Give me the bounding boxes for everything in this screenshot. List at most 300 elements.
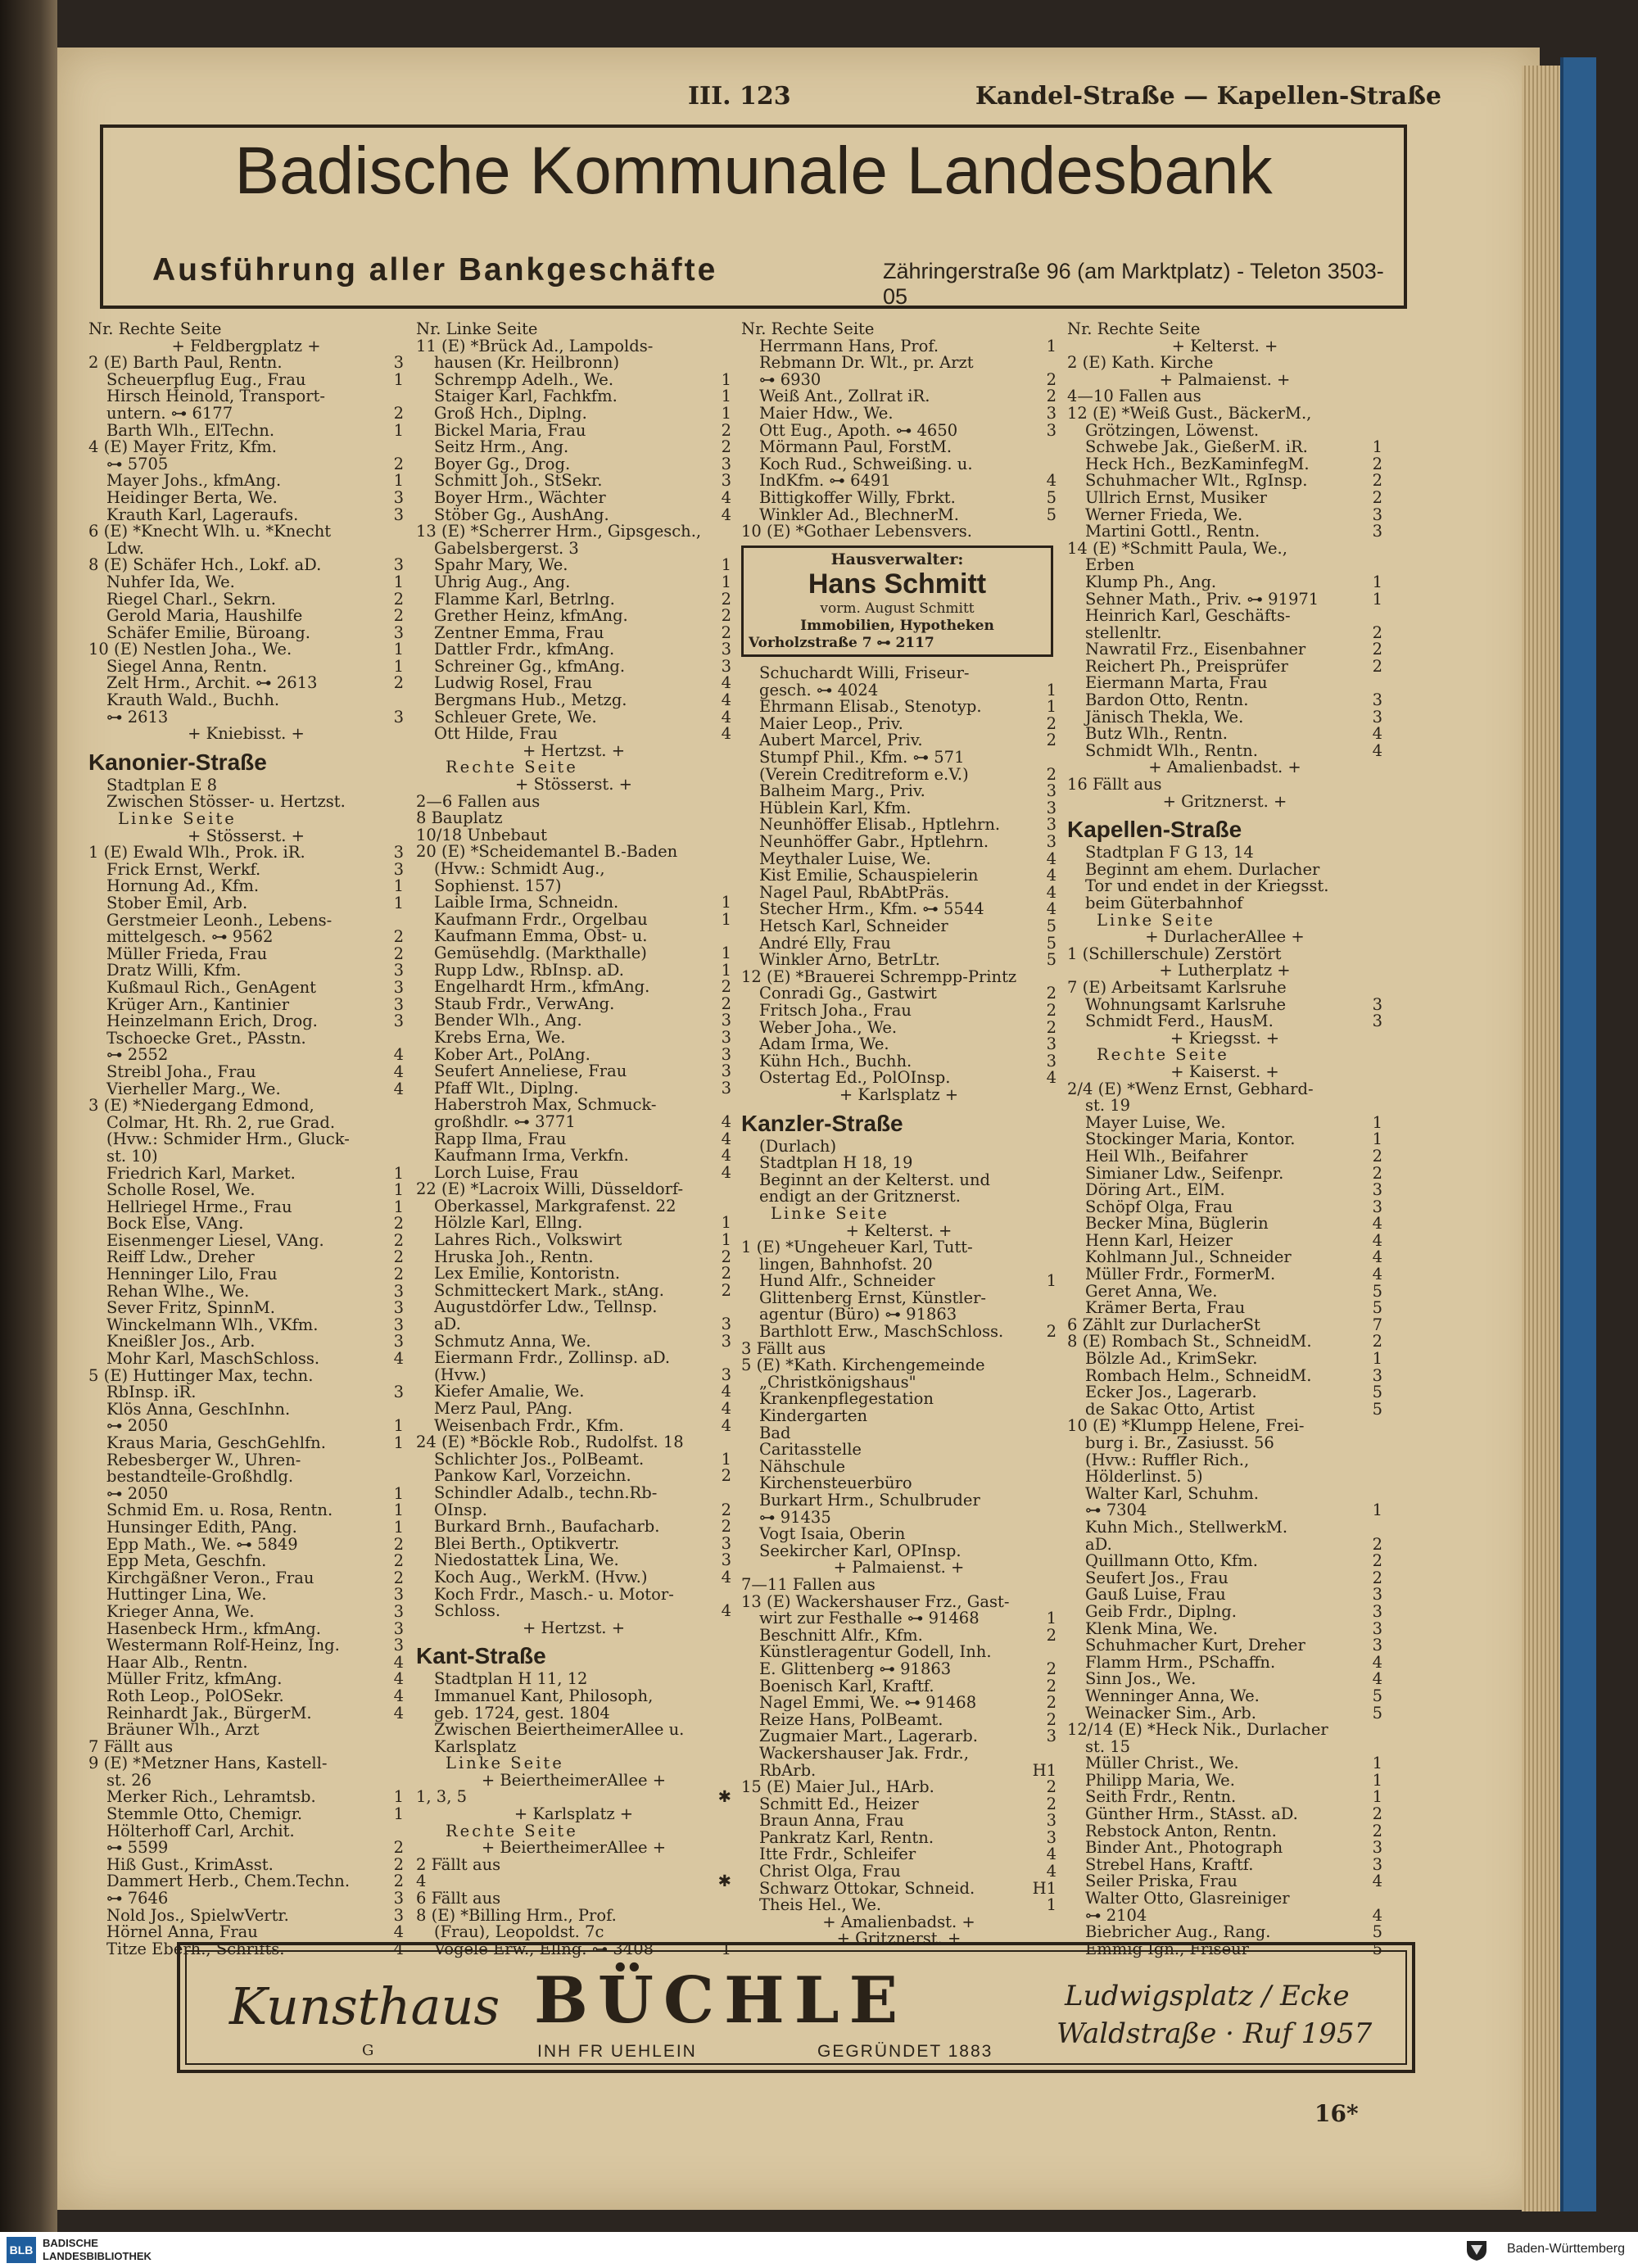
entry-text: Gemüsehdlg. (Markthalle) (434, 943, 647, 962)
directory-entry (741, 1878, 1057, 1898)
entry-text: Eisenmenger Liesel, VAng. (106, 1230, 324, 1250)
entry-text: (Hvw.: Schmider Hrm., Gluck- (106, 1129, 350, 1149)
entry-text: Nr. Rechte Seite (741, 319, 875, 338)
entry-text: Adam Irma, We. (759, 1034, 889, 1054)
entry-text: + BeiertheimerAllee + (481, 1770, 667, 1790)
cross-street (416, 1620, 731, 1637)
floor-number: 4 (1046, 471, 1057, 491)
floor-number: 2 (1046, 1017, 1057, 1037)
directory-entry (741, 1475, 1057, 1492)
floor-number: 1 (1046, 1895, 1057, 1915)
directory-entry (416, 1722, 731, 1739)
directory-column-2 (416, 319, 731, 1958)
entry-text: Döring Art., ElM. (1085, 1180, 1225, 1200)
entry-text: beim Güterbahnhof (1085, 894, 1243, 912)
floor-number: 1 (721, 1230, 731, 1250)
directory-entry (416, 878, 731, 895)
directory-entry (88, 844, 404, 862)
entry-text: Philipp Maria, We. (1085, 1770, 1235, 1790)
entry-text: Rebstock Anton, Rentn. (1085, 1821, 1277, 1840)
entry-text: Simianer Ldw., Seifenpr. (1085, 1163, 1284, 1183)
entry-text: Sehner Math., Priv. ⊶ 91971 (1085, 589, 1319, 609)
directory-entry (88, 794, 404, 811)
floor-number: 1 (393, 471, 404, 491)
entry-text: geb. 1724, gest. 1804 (434, 1703, 610, 1723)
directory-entry (88, 1772, 404, 1790)
directory-entry (416, 1316, 731, 1333)
entry-text: Stumpf Phil., Kfm. ⊶ 571 (759, 748, 965, 767)
entry-text: Binder Ant., Photograph (1085, 1838, 1283, 1858)
cross-street (416, 1772, 731, 1790)
entry-text: Maier Hdw., We. (759, 403, 894, 423)
floor-number: 2 (393, 1551, 404, 1571)
floor-number: 1 (1372, 1349, 1382, 1369)
floor-number: 4 (721, 487, 731, 507)
entry-text: 24 (E) *Böckle Rob., Rudolfst. 18 (416, 1433, 684, 1452)
entry-text: Spahr Mary, We. (434, 555, 568, 575)
directory-entry (416, 622, 731, 642)
side-heading (416, 759, 731, 776)
directory-entry (1067, 1905, 1382, 1925)
floor-number: 1 (721, 960, 731, 980)
floor-number: 2 (1046, 1659, 1057, 1678)
entry-text: André Elly, Frau (759, 933, 891, 953)
directory-entry (1067, 1924, 1382, 1941)
directory-entry (741, 1456, 1057, 1476)
floor-number: 2 (1046, 764, 1057, 784)
entry-text: Lex Emilie, Kontoristn. (434, 1264, 621, 1283)
directory-entry (1067, 1283, 1382, 1301)
directory-entry (741, 732, 1057, 749)
entry-text: Kaufmann Emma, Obst- u. (434, 926, 648, 946)
directory-entry (416, 1383, 731, 1401)
entry-text: 4 (416, 1872, 427, 1891)
directory-entry (88, 675, 404, 692)
floor-number: 4 (1372, 1230, 1382, 1250)
blb-logo-icon: BLB (7, 2237, 36, 2263)
entry-text: Lahres Rich., Volkswirt (434, 1230, 622, 1250)
library-name-line-1: BADISCHE (43, 2237, 98, 2249)
side-heading (88, 811, 404, 828)
directory-entry (416, 420, 731, 440)
entry-text: Zwischen Stösser- u. Hertzst. (106, 792, 346, 812)
entry-text: + Karlsplatz + (839, 1084, 959, 1104)
floor-number: 4 (393, 1045, 404, 1065)
entry-text: Braun Anna, Frau (759, 1811, 904, 1831)
directory-entry (416, 656, 731, 676)
directory-entry (741, 1543, 1057, 1560)
entry-text: 6 Zählt zur DurlacherSt (1067, 1315, 1260, 1334)
kunsthaus-label: Kunsthaus (229, 1976, 500, 2036)
entry-text: Hiß Gust., KrimAsst. (106, 1854, 274, 1874)
entry-text: Gerstmeier Leonh., Lebens- (106, 910, 333, 930)
entry-text: Becker Mina, Büglerin (1085, 1214, 1269, 1234)
entry-text: großhdlr. ⊶ 3771 (434, 1111, 576, 1131)
floor-number: 3 (721, 1062, 731, 1081)
entry-text: Hirsch Heinold, Transport- (106, 387, 325, 406)
floor-number: 4 (393, 1922, 404, 1942)
entry-text: Niedostattek Lina, We. (434, 1550, 619, 1570)
entry-text: Martini Gottl., Rentn. (1085, 522, 1260, 541)
directory-entry (416, 1468, 731, 1485)
entry-text: RbInsp. iR. (106, 1383, 197, 1402)
directory-entry (416, 1552, 731, 1569)
floor-number: 2 (1046, 1777, 1057, 1797)
side-heading (1067, 1047, 1382, 1064)
directory-entry (88, 1905, 404, 1925)
floor-number: 1 (393, 1180, 404, 1200)
floor-number: 3 (393, 707, 404, 727)
entry-text: Groß Hch., Diplng. (434, 403, 587, 423)
entry-text: Roth Leop., PolOSekr. (106, 1686, 284, 1705)
directory-entry (741, 1273, 1057, 1290)
directory-entry (88, 1854, 404, 1874)
directory-entry (416, 928, 731, 945)
floor-number: 1 (1372, 572, 1382, 591)
entry-text: Wohnungsamt Karlsruhe (1085, 994, 1287, 1014)
directory-entry (88, 439, 404, 456)
floor-number: 1 (1046, 697, 1057, 717)
entry-text: Günther Hrm., StAsst. aD. (1085, 1804, 1298, 1824)
entry-text: Merker Rich., Lehramtsb. (106, 1787, 316, 1807)
directory-entry (88, 1924, 404, 1941)
entry-text: Kant-Straße (416, 1643, 546, 1669)
directory-entry (88, 1688, 404, 1705)
entry-text: 4 (E) Mayer Fritz, Kfm. (88, 437, 277, 457)
entry-text: Haberstroh Max, Schmuck- (434, 1095, 657, 1115)
entry-text: ⊶ 2552 (106, 1045, 169, 1065)
directory-entry (88, 321, 404, 338)
directory-entry (416, 1569, 731, 1587)
directory-entry (741, 1695, 1057, 1712)
entry-text: Weisenbach Frdr., Kfm. (434, 1415, 624, 1435)
entry-text: Nr. Rechte Seite (1067, 319, 1201, 338)
directory-entry (1067, 1384, 1382, 1401)
directory-entry (88, 473, 404, 490)
entry-text: Seekircher Karl, OPInsp. (759, 1541, 962, 1560)
entry-text: Gauß Luise, Frau (1085, 1585, 1226, 1605)
entry-text: Koch Frdr., Masch.- u. Motor- (434, 1584, 674, 1604)
shop-owner: INH FR UEHLEIN (537, 2042, 697, 2061)
entry-text: Hörnel Anna, Frau (106, 1922, 258, 1942)
entry-text: Boenisch Karl, Kraftf. (759, 1676, 934, 1695)
entry-text: Pfaff Wlt., Diplng. (434, 1078, 579, 1098)
directory-entry (88, 405, 404, 423)
entry-text: 1 (E) Ewald Wlh., Prok. iR. (88, 843, 305, 862)
floor-number: 1 (393, 894, 404, 912)
entry-text: Boyer Hrm., Wächter (434, 487, 606, 507)
directory-entry (741, 1306, 1057, 1324)
directory-entry (88, 977, 404, 997)
floor-number: 4 (1046, 899, 1057, 919)
cross-street (416, 1840, 731, 1857)
entry-text: Riegel Charl., Sekrn. (106, 589, 276, 609)
directory-entry (741, 1442, 1057, 1459)
directory-entry (741, 1627, 1057, 1645)
entry-text: IndKfm. ⊶ 6491 (759, 471, 891, 491)
floor-number: 5 (1372, 1298, 1382, 1318)
entry-text: ⊶ 91435 (759, 1507, 831, 1527)
entry-text: Boyer Gg., Drog. (434, 454, 571, 473)
entry-text: + Kaiserst. + (1170, 1062, 1279, 1081)
floor-number: 3 (393, 977, 404, 997)
directory-entry (88, 692, 404, 709)
directory-entry (416, 355, 731, 372)
directory-entry (88, 1249, 404, 1266)
entry-text: Henn Karl, Heizer (1085, 1230, 1233, 1250)
directory-entry (416, 1367, 731, 1384)
entry-text: hausen (Kr. Heilbronn) (434, 353, 620, 373)
entry-text: Heinzelmann Erich, Drog. (106, 1012, 318, 1031)
directory-entry (1067, 1401, 1382, 1419)
directory-entry (741, 1172, 1057, 1189)
floor-number: 4 (721, 724, 731, 744)
directory-entry (416, 1148, 731, 1165)
cross-street (1067, 962, 1382, 980)
entry-text: Laible Irma, Schneidn. (434, 893, 619, 912)
entry-text: wirt zur Festhalle ⊶ 91468 (759, 1609, 980, 1628)
directory-entry (1067, 1890, 1382, 1908)
entry-text: Quillmann Otto, Kfm. (1085, 1551, 1258, 1571)
entry-text: Vogt Isaia, Oberin (759, 1524, 906, 1544)
entry-text: Kanonier-Straße (88, 749, 267, 775)
entry-text: Christ Olga, Frau (759, 1862, 901, 1881)
entry-text: Kühn Hch., Buchh. (759, 1051, 912, 1071)
side-heading (416, 1755, 731, 1772)
floor-number: 1 (393, 420, 404, 440)
directory-entry (88, 1483, 404, 1503)
directory-entry (88, 1587, 404, 1604)
floor-number: 2 (1372, 454, 1382, 473)
entry-text: Winkler Arno, BetrLtr. (759, 950, 940, 970)
entry-text: Caritasstelle (759, 1440, 862, 1460)
directory-entry (741, 1796, 1057, 1813)
entry-text: Schmutz Anna, We. (434, 1331, 591, 1351)
directory-entry (741, 420, 1057, 440)
entry-text: Pankratz Karl, Rentn. (759, 1827, 934, 1847)
entry-text: Wackershauser Jak. Frdr., (759, 1743, 969, 1763)
floor-number: 3 (721, 471, 731, 491)
entry-text: Meythaler Luise, We. (759, 849, 931, 868)
floor-number: 4 (1046, 1845, 1057, 1864)
floor-number: 4 (721, 1111, 731, 1131)
entry-text: Flamm Hrm., PSchaffn. (1085, 1652, 1276, 1672)
directory-entry (1067, 1230, 1382, 1250)
directory-entry (1067, 405, 1382, 423)
floor-number: 3 (1372, 522, 1382, 541)
floor-number: 3 (721, 454, 731, 473)
side-heading (1067, 912, 1382, 930)
floor-number: 2 (721, 1264, 731, 1283)
floor-number: 3 (1046, 815, 1057, 835)
entry-text: Winckelmann Wlh., VKfm. (106, 1315, 319, 1334)
entry-text: 5 (E) Huttinger Max, techn. (88, 1365, 314, 1385)
directory-entry (1067, 1098, 1382, 1115)
entry-text: Heidinger Berta, We. (106, 487, 278, 507)
directory-entry (416, 523, 731, 541)
entry-text: Walter Otto, Glasreiniger (1085, 1889, 1290, 1908)
entry-text: Klös Anna, GeschInhn. (106, 1399, 291, 1419)
floor-number: 3 (393, 505, 404, 524)
page-header (688, 82, 1441, 115)
directory-entry (88, 994, 404, 1014)
entry-text: Biebricher Aug., Rang. (1085, 1922, 1271, 1942)
cross-street (741, 1914, 1057, 1931)
floor-number: 3 (1372, 1854, 1382, 1874)
entry-text: 1 (E) *Ungeheuer Karl, Tutt- (741, 1238, 973, 1257)
entry-text: (Hvw.: Ruffler Rich., (1085, 1450, 1250, 1469)
entry-text: Schmidt Ferd., HausM. (1085, 1012, 1274, 1031)
entry-text: Linke Seite (118, 809, 237, 829)
entry-text: + Gritznerst. + (836, 1929, 962, 1949)
directory-entry (741, 1053, 1057, 1071)
directory-entry (1067, 456, 1382, 473)
floor-number: 2 (1372, 656, 1382, 676)
directory-entry (741, 1661, 1057, 1678)
directory-entry (88, 608, 404, 625)
entry-text: E. Glittenberg ⊶ 91863 (759, 1659, 952, 1678)
floor-number: 2 (1372, 1534, 1382, 1554)
entry-text: Hüblein Karl, Kfm. (759, 798, 912, 817)
entry-text: Itte Frdr., Schleifer (759, 1845, 916, 1864)
floor-number: 5 (1372, 1939, 1382, 1958)
entry-text: (Verein Creditreform e.V.) (759, 764, 969, 784)
directory-entry (741, 783, 1057, 800)
directory-entry (416, 321, 731, 338)
directory-entry (416, 574, 731, 591)
entry-text: Dammert Herb., Chem.Techn. (106, 1872, 351, 1891)
directory-entry (416, 1333, 731, 1351)
entry-text: Geret Anna, We. (1085, 1281, 1218, 1301)
entry-text: Schwarz Ottokar, Schneid. (759, 1878, 975, 1898)
entry-text: Sinn Jos., We. (1085, 1669, 1197, 1689)
entry-text: Ott Hilde, Frau (434, 724, 558, 744)
directory-entry (416, 1502, 731, 1519)
entry-text: 2/4 (E) *Wenz Ernst, Gebhard- (1067, 1079, 1314, 1098)
entry-text: Ecker Jos., Lagerarb. (1085, 1383, 1257, 1402)
entry-text: + Amalienbadst. + (822, 1912, 975, 1931)
entry-text: Krauth Karl, Lageraufs. (106, 505, 299, 524)
floor-number: 3 (721, 1533, 731, 1553)
directory-entry (741, 1324, 1057, 1341)
entry-text: Grether Heinz, kfmAng. (434, 606, 628, 626)
cross-street (1067, 791, 1382, 811)
directory-entry (1067, 946, 1382, 963)
entry-text: Schwebe Jak., GießerM. iR. (1085, 437, 1308, 457)
floor-number: 2 (393, 1230, 404, 1250)
entry-text: 22 (E) *Lacroix Willi, Düsseldorf- (416, 1179, 684, 1199)
directory-entry (741, 1155, 1057, 1172)
entry-text: Klenk Mina, We. (1085, 1618, 1218, 1638)
entry-text: gesch. ⊶ 4024 (759, 680, 879, 699)
floor-number: 3 (721, 1078, 731, 1098)
directory-entry (1067, 1534, 1382, 1554)
cross-street (1067, 759, 1382, 776)
entry-text: Hund Alfr., Schneider (759, 1271, 935, 1291)
directory-entry (88, 1215, 404, 1233)
entry-text: Epp Meta, Geschfn. (106, 1551, 267, 1571)
entry-text: Stöber Gg., AushAng. (434, 505, 609, 524)
directory-entry (88, 1435, 404, 1452)
floor-number: 3 (393, 1636, 404, 1655)
entry-text: Schmitteckert Mark., stAng. (434, 1280, 664, 1300)
directory-entry (88, 1652, 404, 1672)
floor-number: 3 (721, 1315, 731, 1334)
entry-text: Herrmann Hans, Prof. (759, 336, 939, 355)
directory-entry (416, 1012, 731, 1030)
directory-entry (416, 996, 731, 1013)
directory-entry (88, 1452, 404, 1469)
directory-entry (88, 1131, 404, 1148)
entry-text: Uhrig Aug., Ang. (434, 572, 571, 591)
entry-text: Nold Jos., SpielwVertr. (106, 1905, 289, 1925)
entry-text: Schmitt Ed., Heizer (759, 1794, 919, 1813)
directory-entry (416, 692, 731, 709)
directory-entry (88, 1300, 404, 1317)
directory-entry (416, 1027, 731, 1047)
floor-number: 1 (1372, 1770, 1382, 1790)
entry-text: Ostertag Ed., PolOInsp. (759, 1068, 951, 1088)
entry-text: Seiler Priska, Frau (1085, 1872, 1238, 1891)
entry-text: Schmidt Wlh., Rentn. (1085, 740, 1258, 760)
bank-name: Badische Kommunale Landesbank (234, 134, 1273, 208)
entry-text: st. 10) (106, 1146, 158, 1166)
entry-text: + Lutherplatz + (1159, 961, 1291, 980)
directory-entry (416, 1280, 731, 1300)
directory-entry (416, 909, 731, 929)
floor-number: 4 (393, 1686, 404, 1705)
cross-street (1067, 929, 1382, 946)
entry-text: Zentner Emma, Frau (434, 622, 604, 642)
directory-entry (1067, 675, 1382, 692)
directory-entry (88, 1840, 404, 1857)
entry-text: Theis Hel., We. (759, 1895, 882, 1915)
directory-entry (1067, 1671, 1382, 1688)
directory-entry (416, 1299, 731, 1316)
entry-text: Stadtplan E 8 (106, 775, 218, 794)
floor-number: 1 (1372, 437, 1382, 457)
cross-street (1067, 1064, 1382, 1081)
directory-entry (88, 962, 404, 980)
directory-entry (741, 1338, 1057, 1358)
directory-entry (741, 1239, 1057, 1256)
entry-text: + Gritznerst. + (1162, 791, 1287, 811)
directory-entry (741, 338, 1057, 355)
directory-entry (88, 1637, 404, 1655)
library-name-line-2: LANDESBIBLIOTHEK (43, 2250, 152, 2262)
directory-entry (1067, 591, 1382, 609)
entry-text: 2 (E) Barth Paul, Rentn. (88, 353, 283, 373)
floor-number: 1 (1372, 1112, 1382, 1132)
entry-text: Rehan Wlhe., We. (106, 1281, 250, 1301)
directory-entry (1067, 1601, 1382, 1621)
floor-number: 2 (721, 606, 731, 626)
floor-number: 3 (721, 1331, 731, 1351)
directory-entry (1067, 895, 1382, 912)
directory-entry (741, 969, 1057, 986)
entry-text: Staiger Karl, Fachkfm. (434, 387, 618, 406)
entry-text: ⊶ 7646 (106, 1889, 169, 1908)
entry-text: Augustdörfer Ldw., Tellnsp. (434, 1297, 658, 1317)
directory-entry (416, 608, 731, 625)
floor-number: 1 (721, 893, 731, 912)
floor-number: 3 (1372, 1601, 1382, 1621)
entry-text: Beginnt an der Kelterst. und (759, 1170, 991, 1189)
floor-number: 3 (1046, 832, 1057, 852)
floor-number: 4 (721, 1415, 731, 1435)
directory-entry (741, 935, 1057, 953)
directory-entry (741, 749, 1057, 767)
